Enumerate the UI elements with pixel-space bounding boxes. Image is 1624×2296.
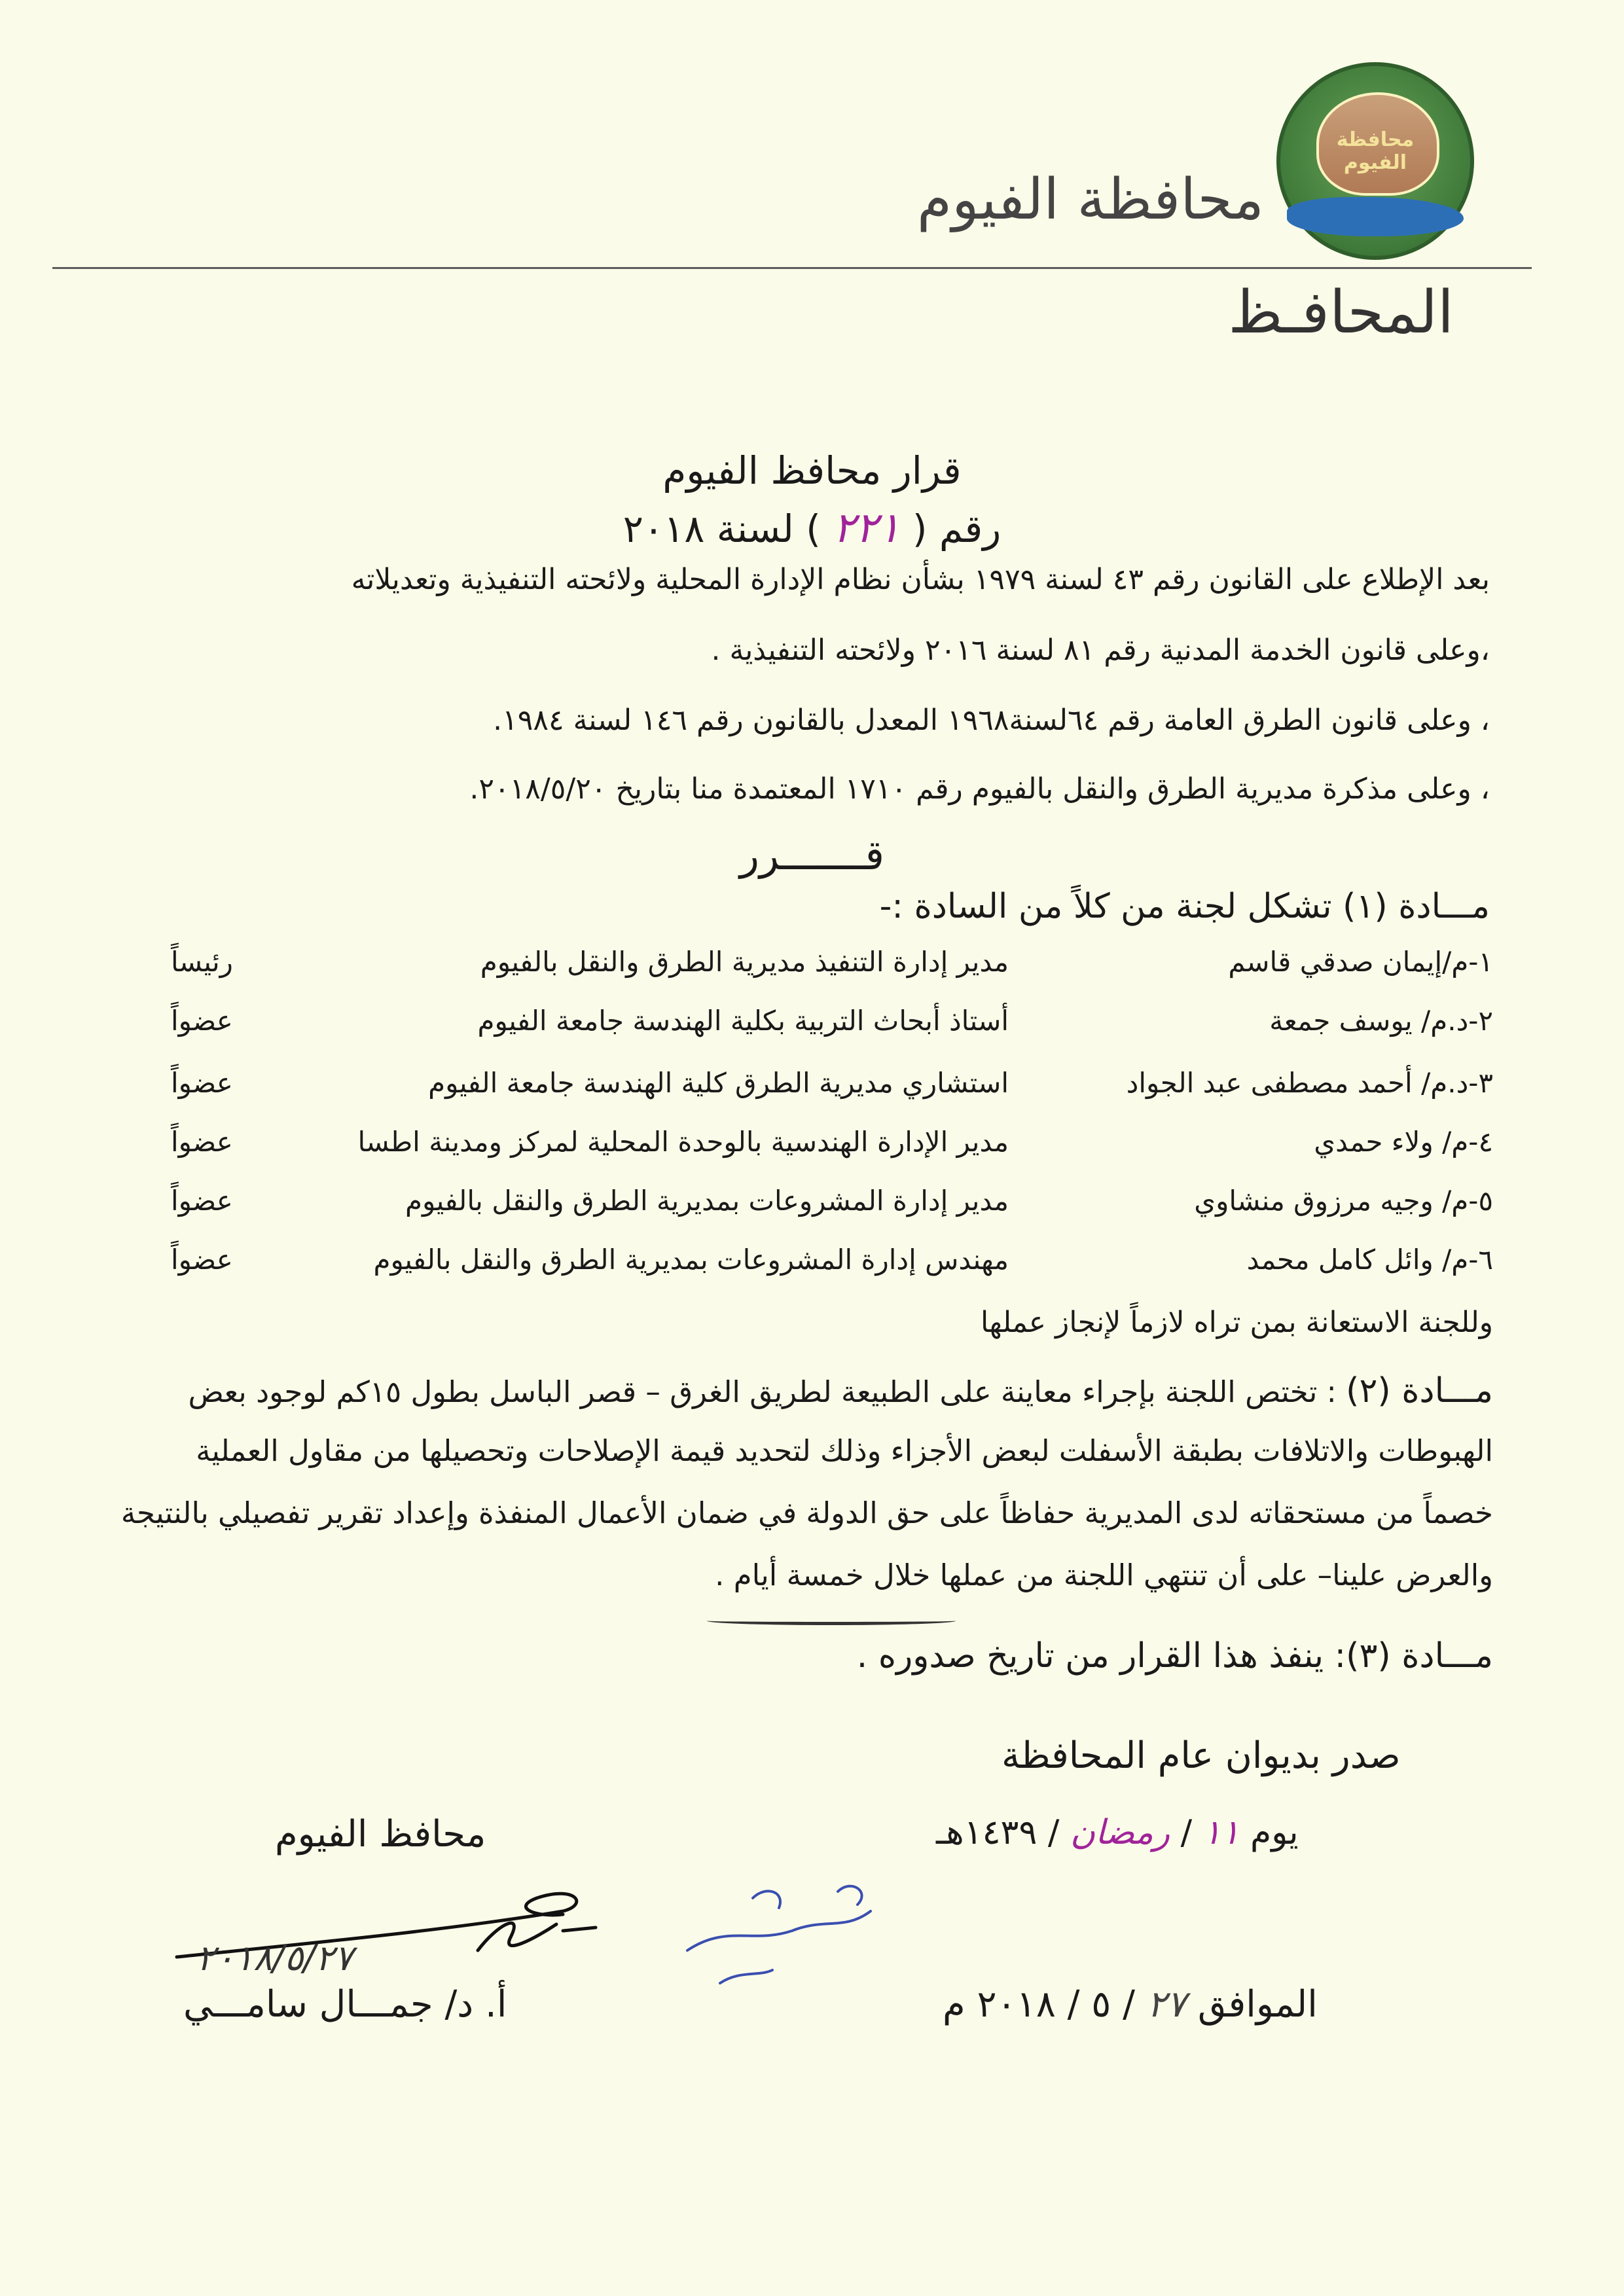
- article-2-line: والعرض علينا– على أن تنتهي اللجنة من عملها خلال خمسة أيام .: [715, 1558, 1493, 1592]
- member-position: أستاذ أبحاث التربية بكلية الهندسة جامعة الفيوم: [477, 1005, 1009, 1037]
- member-name: ٢-د.م/ يوسف جمعة: [1269, 1005, 1493, 1037]
- committee-row: [171, 1005, 1493, 1057]
- member-role: عضواً: [171, 1185, 233, 1217]
- preamble-line: ، وعلى مذكرة مديرية الطرق والنقل بالفيوم رقم ١٧١٠ المعتمدة منا بتاريخ ٢٠١٨/٥/٢٠.: [469, 772, 1490, 806]
- governorate-seal-logo: [1276, 62, 1474, 260]
- issued-at: صدر بديوان عام المحافظة: [1001, 1734, 1401, 1777]
- article-2-label: مـــادة (٢): [1346, 1371, 1493, 1410]
- greg-year: ٢٠١٨ م: [943, 1983, 1056, 2026]
- handwritten-underline: [707, 1617, 956, 1625]
- article-1: مـــادة (١) تشكل لجنة من كلاً من السادة :-: [879, 887, 1490, 926]
- preamble-line: ، وعلى قانون الطرق العامة رقم ٦٤لسنة١٩٦٨ المعدل بالقانون رقم ١٤٦ لسنة ١٩٨٤.: [493, 704, 1490, 737]
- office-title: المحافـظ: [1228, 278, 1454, 347]
- decree-number-line: [0, 504, 1624, 552]
- member-position: مدير إدارة التنفيذ مديرية الطرق والنقل بالفيوم: [480, 946, 1009, 978]
- preamble-line: ،وعلى قانون الخدمة المدنية رقم ٨١ لسنة ٢٠١٦ ولائحته التنفيذية .: [711, 634, 1490, 667]
- decided-heading: قـــــــرر: [740, 831, 884, 879]
- committee-row: [171, 1185, 1493, 1237]
- greg-month: ٥: [1091, 1983, 1111, 2026]
- preamble-line: بعد الإطلاع على القانون رقم ٤٣ لسنة ١٩٧٩ بشأن نظام الإدارة المحلية ولائحته التنفيذية وتعديلاته: [351, 563, 1490, 596]
- seal-text: محافظة الفيوم: [1336, 128, 1415, 174]
- hijri-prefix: يوم: [1250, 1813, 1299, 1852]
- decree-number-prefix: رقم (: [912, 507, 1001, 551]
- signature-handwritten-date: ٢٠١٨/٥/٢٧: [196, 1937, 353, 1979]
- decree-number-suffix: ) لسنة ٢٠١٨: [623, 507, 821, 551]
- assist-note: وللجنة الاستعانة بمن تراه لازماً لإنجاز عملها: [981, 1306, 1493, 1339]
- decree-title: قرار محافظ الفيوم: [662, 448, 962, 493]
- initials-signature: [674, 1872, 923, 2003]
- hijri-month: رمضان: [1070, 1813, 1170, 1852]
- article-2-text: : تختص اللجنة بإجراء معاينة على الطبيعة لطريق الغرق – قصر الباسل بطول ١٥كم لوجود بعض: [188, 1374, 1337, 1409]
- member-name: ٦-م/ وائل كامل محمد: [1246, 1244, 1493, 1276]
- member-role: عضواً: [171, 1244, 233, 1276]
- member-role: عضواً: [171, 1126, 233, 1158]
- hijri-year: ١٤٣٩هـ: [936, 1813, 1038, 1852]
- article-3: مـــادة (٣): ينفذ هذا القرار من تاريخ صدوره .: [856, 1636, 1493, 1676]
- article-2-line: الهبوطات والاتلافات بطبقة الأسفلت لبعض الأجزاء وذلك لتحديد قيمة الإصلاحات وتحصيلها من مقاول العملية: [196, 1433, 1493, 1468]
- governorate-name: محافظة الفيوم: [916, 167, 1264, 232]
- member-name: ١-م/إيمان صدقي قاسم: [1228, 946, 1493, 978]
- member-position: مهندس إدارة المشروعات بمديرية الطرق والنقل بالفيوم: [373, 1244, 1009, 1276]
- greg-prefix: الموافق: [1197, 1983, 1318, 2026]
- member-position: مدير الإدارة الهندسية بالوحدة المحلية لمركز ومدينة اطسا: [357, 1126, 1009, 1158]
- header-divider: [52, 267, 1532, 269]
- signatory-name: أ. د/ جمـــال سامـــي: [183, 1983, 507, 2026]
- member-position: مدير إدارة المشروعات بمديرية الطرق والنقل بالفيوم: [405, 1185, 1009, 1217]
- seal-water-shape: [1287, 197, 1464, 236]
- committee-row: [171, 1244, 1493, 1296]
- member-role: عضواً: [171, 1005, 233, 1037]
- member-name: ٥-م/ وجيه مرزوق منشاوي: [1194, 1185, 1493, 1217]
- committee-row: [171, 1067, 1493, 1119]
- member-name: ٤-م/ ولاء حمدي: [1314, 1126, 1493, 1158]
- member-role: عضواً: [171, 1067, 233, 1099]
- member-position: استشاري مديرية الطرق كلية الهندسة جامعة الفيوم: [428, 1067, 1009, 1099]
- article-2-line: خصماً من مستحقاته لدى المديرية حفاظاً على حق الدولة في ضمان الأعمال المنفذة وإعداد تقرير تفصيلي بالنتيجة: [120, 1496, 1493, 1530]
- decree-number-handwritten: ٢٢١: [833, 504, 901, 552]
- member-role: رئيساً: [171, 946, 233, 978]
- article-2-line: [132, 1371, 1493, 1410]
- committee-row: [171, 946, 1493, 998]
- signature-title: محافظ الفيوم: [275, 1813, 486, 1856]
- gregorian-date: الموافق ٢٧ / ٥ / ٢٠١٨ م: [943, 1983, 1318, 2026]
- greg-day: ٢٧: [1146, 1983, 1187, 2026]
- hijri-date: يوم ١١ / رمضان / ١٤٣٩هـ: [936, 1813, 1299, 1852]
- member-name: ٣-د.م/ أحمد مصطفى عبد الجواد: [1126, 1067, 1493, 1099]
- hijri-day: ١١: [1202, 1813, 1240, 1852]
- committee-row: [171, 1126, 1493, 1178]
